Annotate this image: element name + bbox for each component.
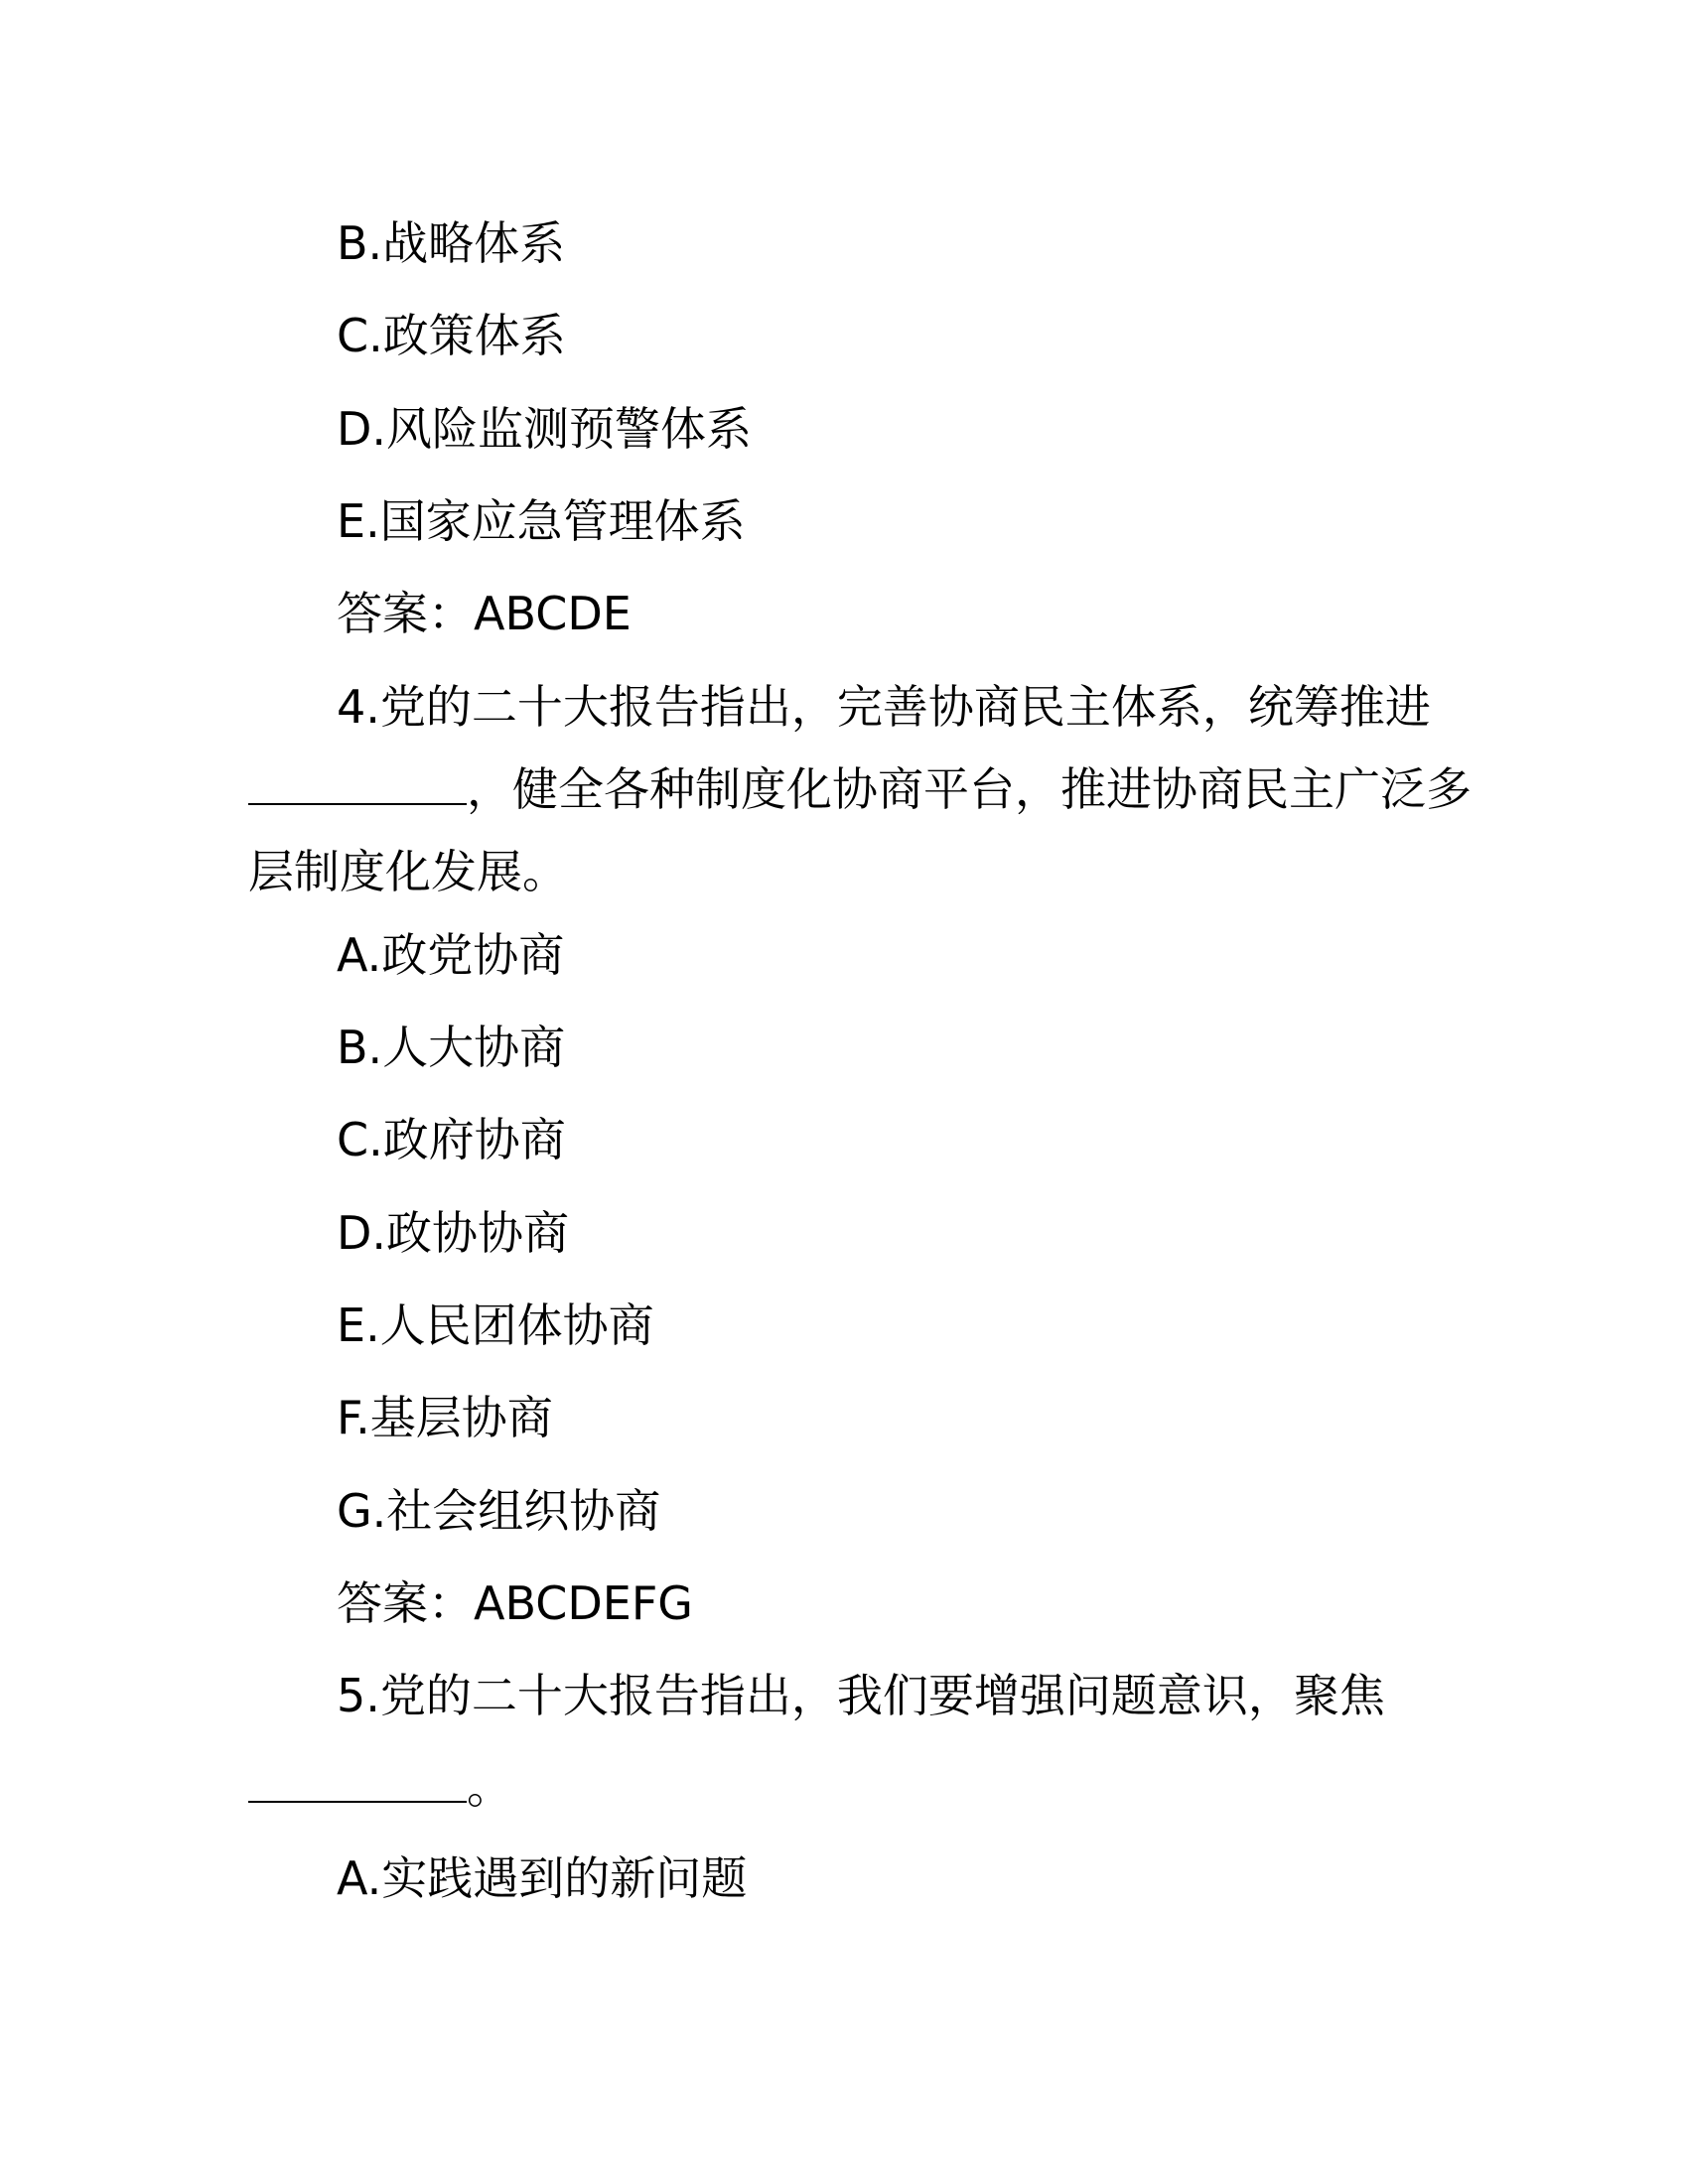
q3-option-e: E.国家应急管理体系 — [337, 494, 746, 548]
q3-option-b: B.战略体系 — [337, 216, 566, 270]
q4-question-line2-text: ，健全各种制度化协商平台，推进协商民主广泛多 — [467, 762, 1472, 816]
q5-question-line2 — [248, 1757, 512, 1817]
q5-option-a: A.实践遇到的新问题 — [337, 1851, 748, 1905]
q4-question-line1: 4.党的二十大报告指出，完善协商民主体系，统筹推进 — [337, 680, 1431, 734]
q4-option-e: E.人民团体协商 — [337, 1298, 654, 1352]
q5-question-line2-text: 。 — [467, 1760, 512, 1814]
q4-option-b: B.人大协商 — [337, 1021, 566, 1074]
q4-fill-blank — [248, 765, 467, 805]
q3-option-c: C.政策体系 — [337, 309, 566, 362]
q4-option-d: D.政协协商 — [337, 1206, 570, 1260]
q4-answer: 答案：ABCDEFG — [337, 1576, 693, 1630]
q4-question-line2 — [248, 759, 1472, 819]
q4-option-a: A.政党协商 — [337, 928, 565, 982]
q3-answer: 答案：ABCDE — [337, 587, 632, 640]
q5-fill-blank — [248, 1763, 467, 1803]
q4-question-line3: 层制度化发展。 — [248, 845, 568, 898]
q5-question-line1: 5.党的二十大报告指出，我们要增强问题意识，聚焦 — [337, 1669, 1385, 1722]
q4-option-g: G.社会组织协商 — [337, 1484, 661, 1538]
q3-option-d: D.风险监测预警体系 — [337, 402, 753, 456]
q4-option-c: C.政府协商 — [337, 1113, 566, 1166]
q4-option-f: F.基层协商 — [337, 1391, 553, 1444]
